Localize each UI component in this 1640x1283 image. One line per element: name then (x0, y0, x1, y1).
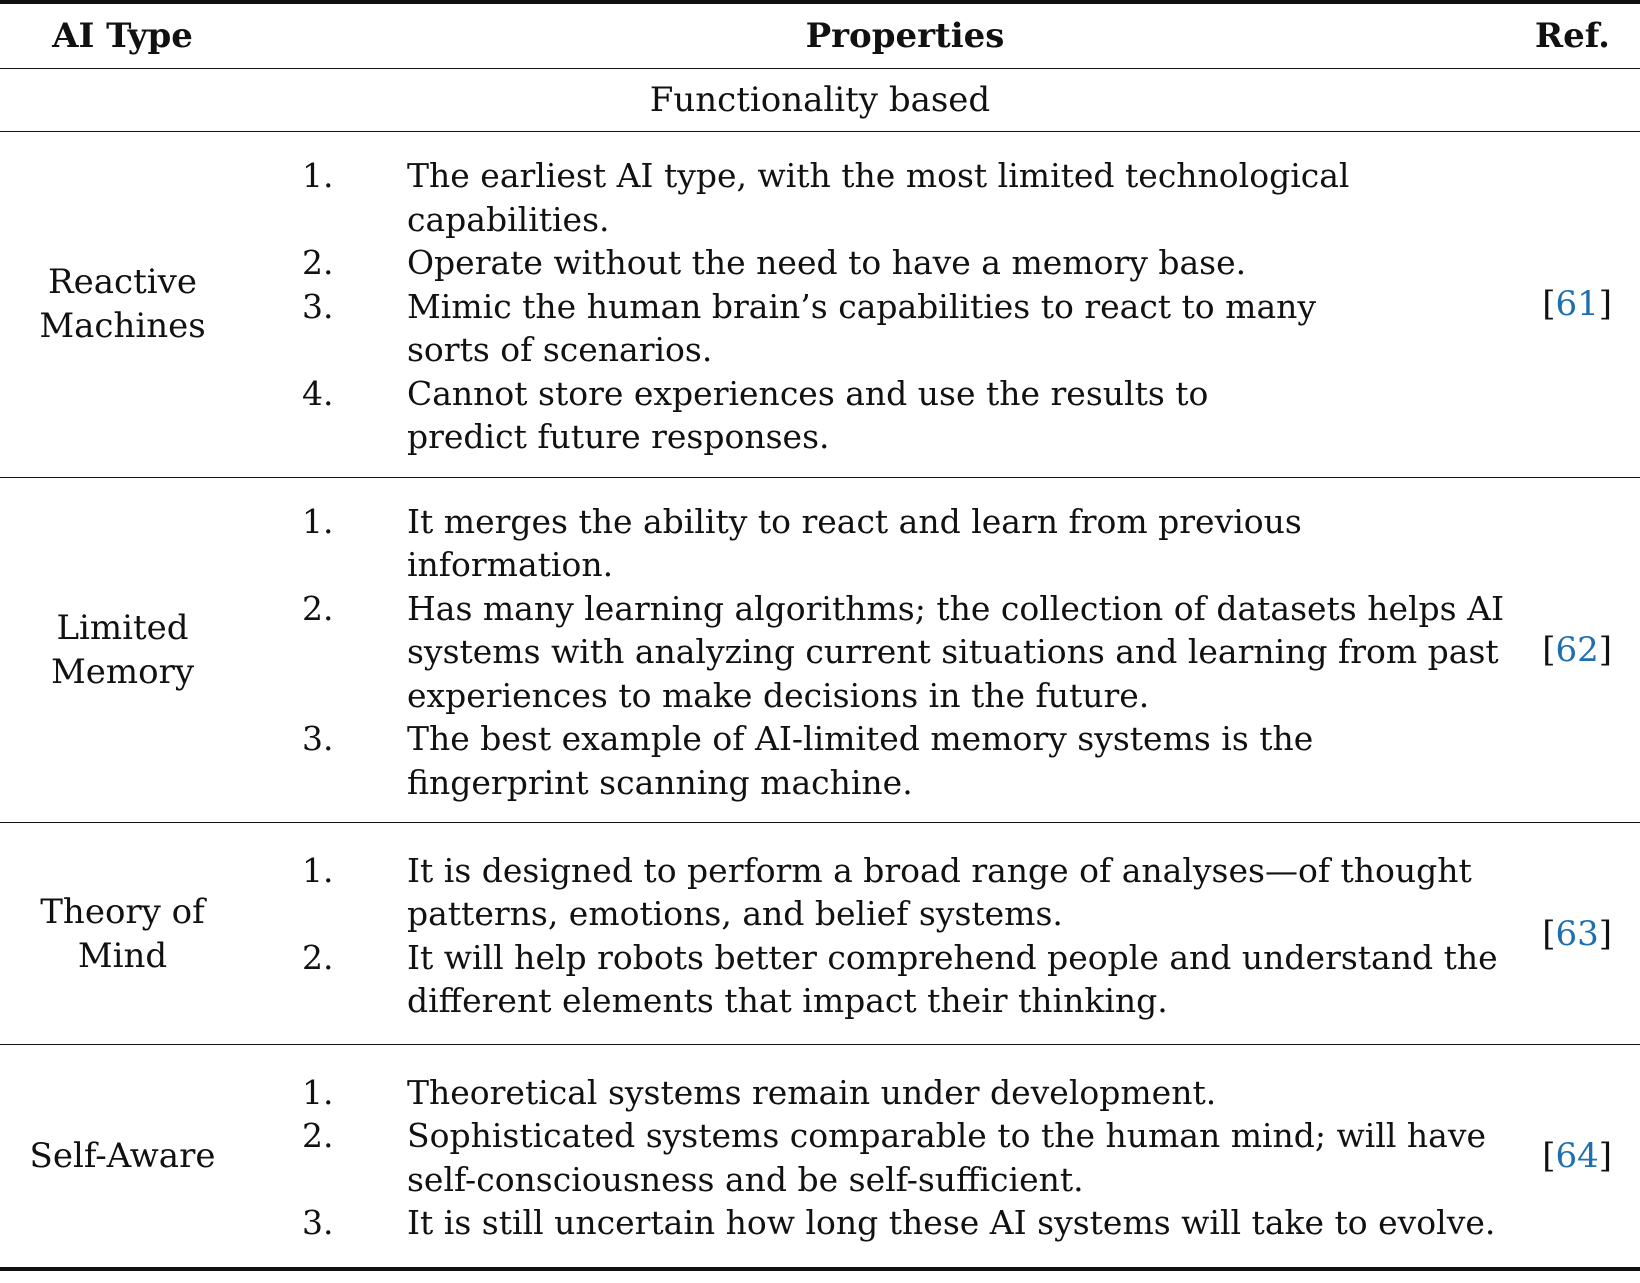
list-item-text: Theoretical systems remain under development. (407, 1072, 1217, 1112)
ai-type-line-1: Theory of (40, 891, 205, 932)
list-item (245, 154, 1525, 241)
list-item-number: 3. (302, 286, 334, 326)
list-item (245, 587, 1525, 718)
header-ai-type: AI Type (0, 2, 245, 69)
list-item-text: Mimic the human brain’s capabilities to react to many sorts of scenarios. (407, 286, 1317, 369)
list-item-number: 1. (302, 850, 334, 890)
list-item-text: Has many learning algorithms; the collection of datasets helps AI systems with analyzing current situations and learning from past experiences to make decisions in the future. (407, 588, 1504, 715)
ai-type-line-2: Machines (39, 306, 206, 347)
list-item-number: 1. (302, 501, 334, 541)
ref-link-64[interactable]: 64 (1555, 1135, 1599, 1176)
list-item-number: 2. (302, 243, 334, 282)
list-item (245, 936, 1525, 1023)
ref-bracket-close: ] (1598, 629, 1612, 670)
list-item-number: 1. (302, 156, 334, 195)
list-item-number: 3. (302, 719, 334, 758)
ref-bracket-open: [ (1542, 284, 1556, 325)
properties-cell (245, 1045, 1525, 1269)
table-row (0, 477, 1640, 823)
ref-bracket-open: [ (1542, 913, 1556, 954)
list-item-number: 2. (302, 1116, 334, 1156)
list-item-number: 2. (302, 937, 334, 977)
ref-bracket-close: ] (1598, 1135, 1612, 1176)
list-item-number: 3. (302, 1203, 334, 1243)
list-item-text: Operate without the need to have a memory base. (407, 243, 1247, 282)
ref-link-62[interactable]: 62 (1555, 629, 1599, 670)
list-item-text: It merges the ability to react and learn from previous information. (407, 501, 1302, 584)
ref-cell (1525, 1045, 1640, 1269)
ref-link-61[interactable]: 61 (1555, 284, 1599, 325)
ref-link-63[interactable]: 63 (1555, 913, 1599, 954)
ai-type-line-2: Mind (77, 935, 168, 976)
properties-list (245, 478, 1525, 823)
ai-type-cell (0, 823, 245, 1045)
list-item (245, 285, 1525, 372)
list-item-text: It will help robots better comprehend people and understand the different elements that impact their thinking. (407, 937, 1498, 1020)
list-item-text: The earliest AI type, with the most limited technological capabilities. (407, 156, 1350, 239)
table-header-row (0, 2, 1640, 69)
section-row (0, 69, 1640, 132)
list-item (245, 717, 1525, 804)
list-item-text: It is still uncertain how long these AI systems will take to evolve. (407, 1203, 1496, 1243)
properties-cell (245, 823, 1525, 1045)
ref-cell (1525, 823, 1640, 1045)
list-item-number: 4. (302, 373, 334, 413)
list-item-text: The best example of AI-limited memory systems is the fingerprint scanning machine. (407, 719, 1314, 802)
ai-type-line-1: Self-Aware (29, 1135, 216, 1176)
ref-cell (1525, 132, 1640, 478)
ai-type-cell (0, 132, 245, 478)
properties-list (245, 132, 1525, 477)
list-item-text: It is designed to perform a broad range of analyses—of thought patterns, emotions, and belief systems. (407, 850, 1472, 933)
ai-type-line-1: Limited (56, 607, 189, 648)
ai-type-cell (0, 1045, 245, 1269)
ref-bracket-open: [ (1542, 629, 1556, 670)
table-row (0, 823, 1640, 1045)
ref-bracket-close: ] (1598, 913, 1612, 954)
ref-cell (1525, 477, 1640, 823)
ai-type-line-2: Memory (50, 651, 195, 692)
table-row (0, 1045, 1640, 1269)
properties-list (245, 1049, 1525, 1263)
list-item-number: 1. (302, 1072, 334, 1112)
properties-list (245, 827, 1525, 1041)
ai-type-line-1: Reactive (48, 262, 197, 303)
ref-bracket-open: [ (1542, 1135, 1556, 1176)
list-item (245, 500, 1525, 587)
table-row (0, 132, 1640, 478)
header-properties: Properties (245, 2, 1525, 69)
list-item-text: Cannot store experiences and use the results to predict future responses. (407, 373, 1209, 456)
properties-cell (245, 477, 1525, 823)
list-item (245, 372, 1525, 459)
list-item (245, 849, 1525, 936)
ai-type-cell (0, 477, 245, 823)
list-item (245, 1114, 1525, 1201)
list-item-text: Sophisticated systems comparable to the human mind; will have self-consciousness and be self-sufficient. (407, 1116, 1487, 1199)
list-item (245, 1071, 1525, 1115)
list-item-number: 2. (302, 588, 334, 628)
list-item (245, 1201, 1525, 1245)
section-label: Functionality based (0, 69, 1640, 132)
list-item (245, 241, 1525, 285)
header-ref: Ref. (1525, 2, 1640, 69)
properties-cell (245, 132, 1525, 478)
ref-bracket-close: ] (1598, 284, 1612, 325)
